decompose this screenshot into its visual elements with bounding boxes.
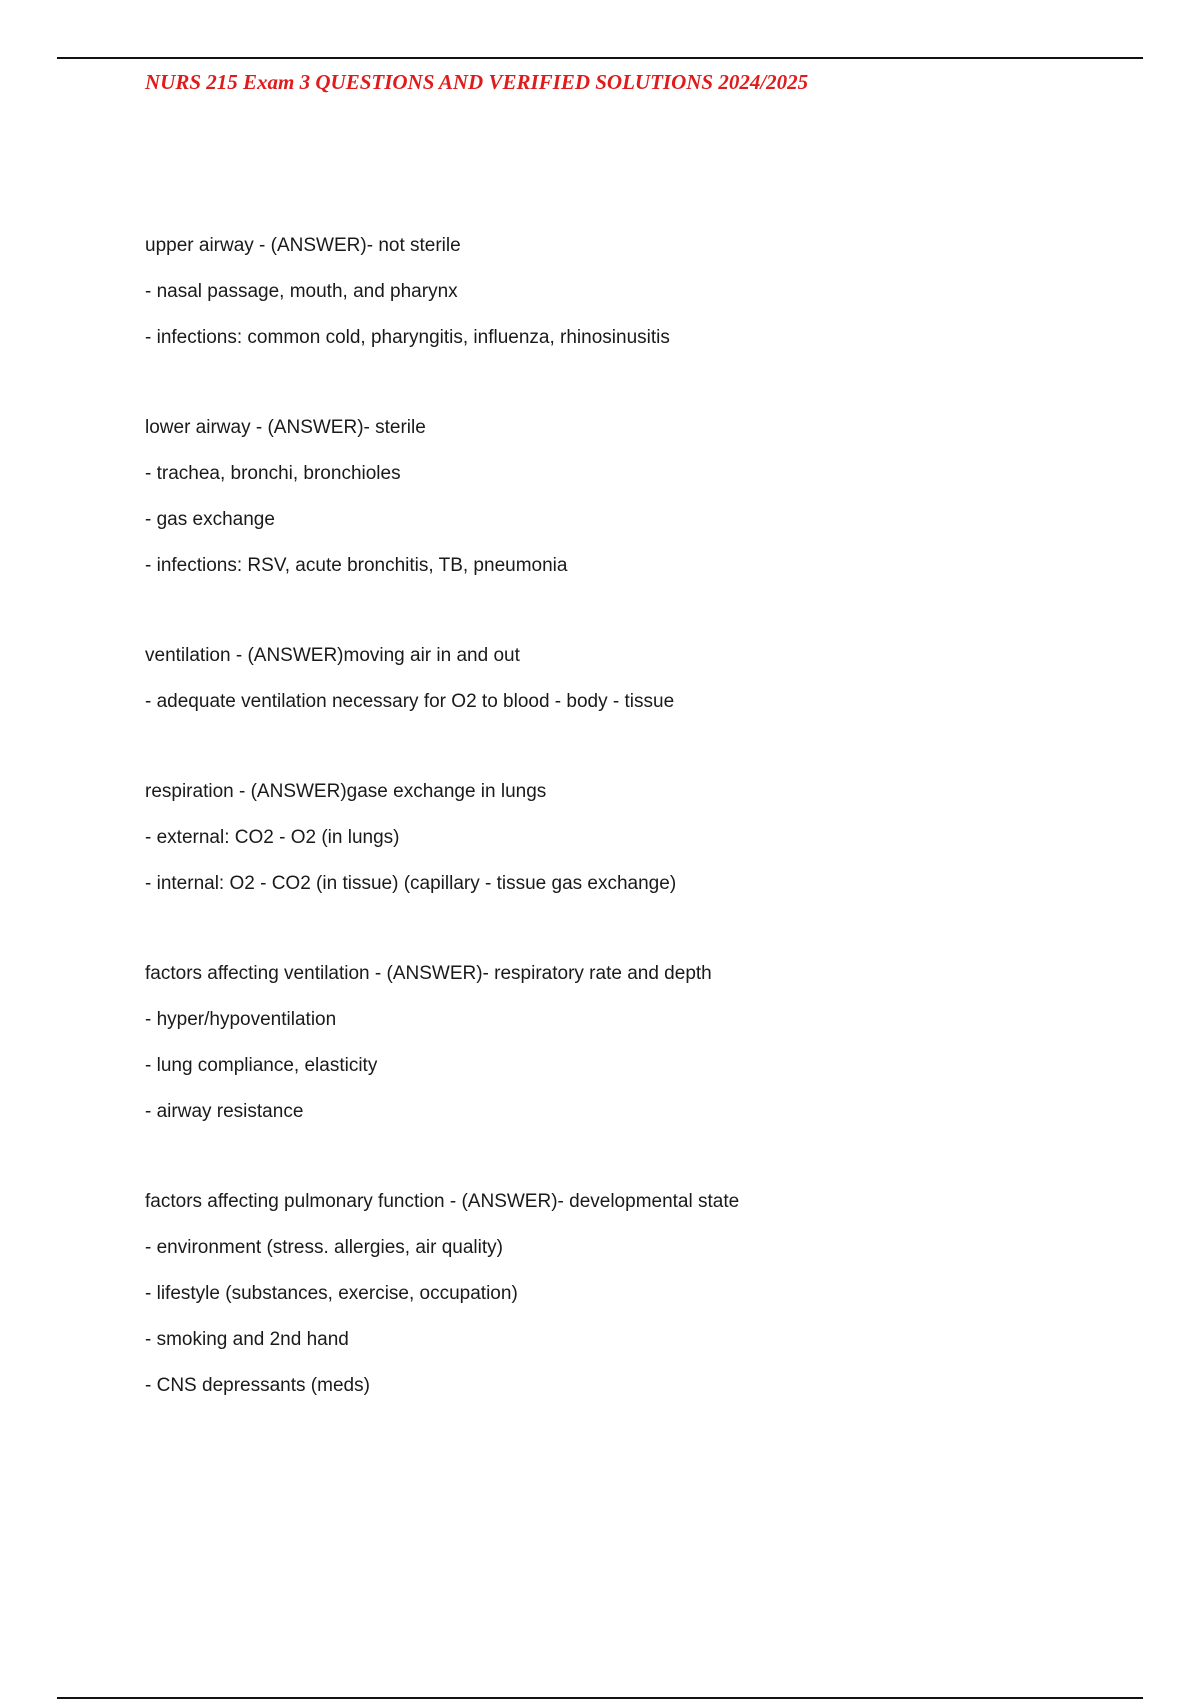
qa-answer-line: - hyper/hypoventilation — [145, 1009, 337, 1030]
qa-answer-line: - trachea, bronchi, bronchioles — [145, 463, 401, 484]
qa-answer-line: - CNS depressants (meds) — [145, 1375, 370, 1396]
qa-content — [145, 228, 1105, 1458]
header-rule — [57, 57, 1143, 59]
qa-entry-factors-ventilation — [145, 956, 1105, 1140]
qa-entry-upper-airway — [145, 228, 1105, 366]
qa-answer-line: - external: CO2 - O2 (in lungs) — [145, 827, 400, 848]
qa-question-line: ventilation - (ANSWER)moving air in and out — [145, 645, 520, 666]
qa-entry-ventilation — [145, 638, 1105, 730]
qa-answer-line: - lifestyle (substances, exercise, occupation) — [145, 1283, 518, 1304]
footer-rule — [57, 1697, 1143, 1699]
qa-answer-line: - infections: RSV, acute bronchitis, TB, pneumonia — [145, 555, 568, 576]
qa-answer-line: - adequate ventilation necessary for O2 to blood - body - tissue — [145, 691, 675, 712]
qa-entry-respiration — [145, 774, 1105, 912]
qa-answer-line: - internal: O2 - CO2 (in tissue) (capillary - tissue gas exchange) — [145, 873, 677, 894]
document-title: NURS 215 Exam 3 QUESTIONS AND VERIFIED SOLUTIONS 2024/2025 — [145, 70, 809, 94]
qa-question-line: factors affecting ventilation - (ANSWER)- respiratory rate and depth — [145, 963, 712, 984]
qa-answer-line: - airway resistance — [145, 1101, 304, 1122]
qa-question-line: lower airway - (ANSWER)- sterile — [145, 417, 426, 438]
qa-question-line: upper airway - (ANSWER)- not sterile — [145, 235, 461, 256]
qa-answer-line: - environment (stress. allergies, air quality) — [145, 1237, 503, 1258]
qa-question-line: factors affecting pulmonary function - (ANSWER)- developmental state — [145, 1191, 740, 1212]
qa-question-line: respiration - (ANSWER)gase exchange in lungs — [145, 781, 547, 802]
qa-answer-line: - lung compliance, elasticity — [145, 1055, 378, 1076]
qa-answer-line: - smoking and 2nd hand — [145, 1329, 349, 1350]
qa-entry-lower-airway — [145, 410, 1105, 594]
qa-entry-factors-pulmonary — [145, 1184, 1105, 1414]
qa-answer-line: - infections: common cold, pharyngitis, influenza, rhinosinusitis — [145, 327, 670, 348]
qa-answer-line: - gas exchange — [145, 509, 275, 530]
qa-answer-line: - nasal passage, mouth, and pharynx — [145, 281, 458, 302]
